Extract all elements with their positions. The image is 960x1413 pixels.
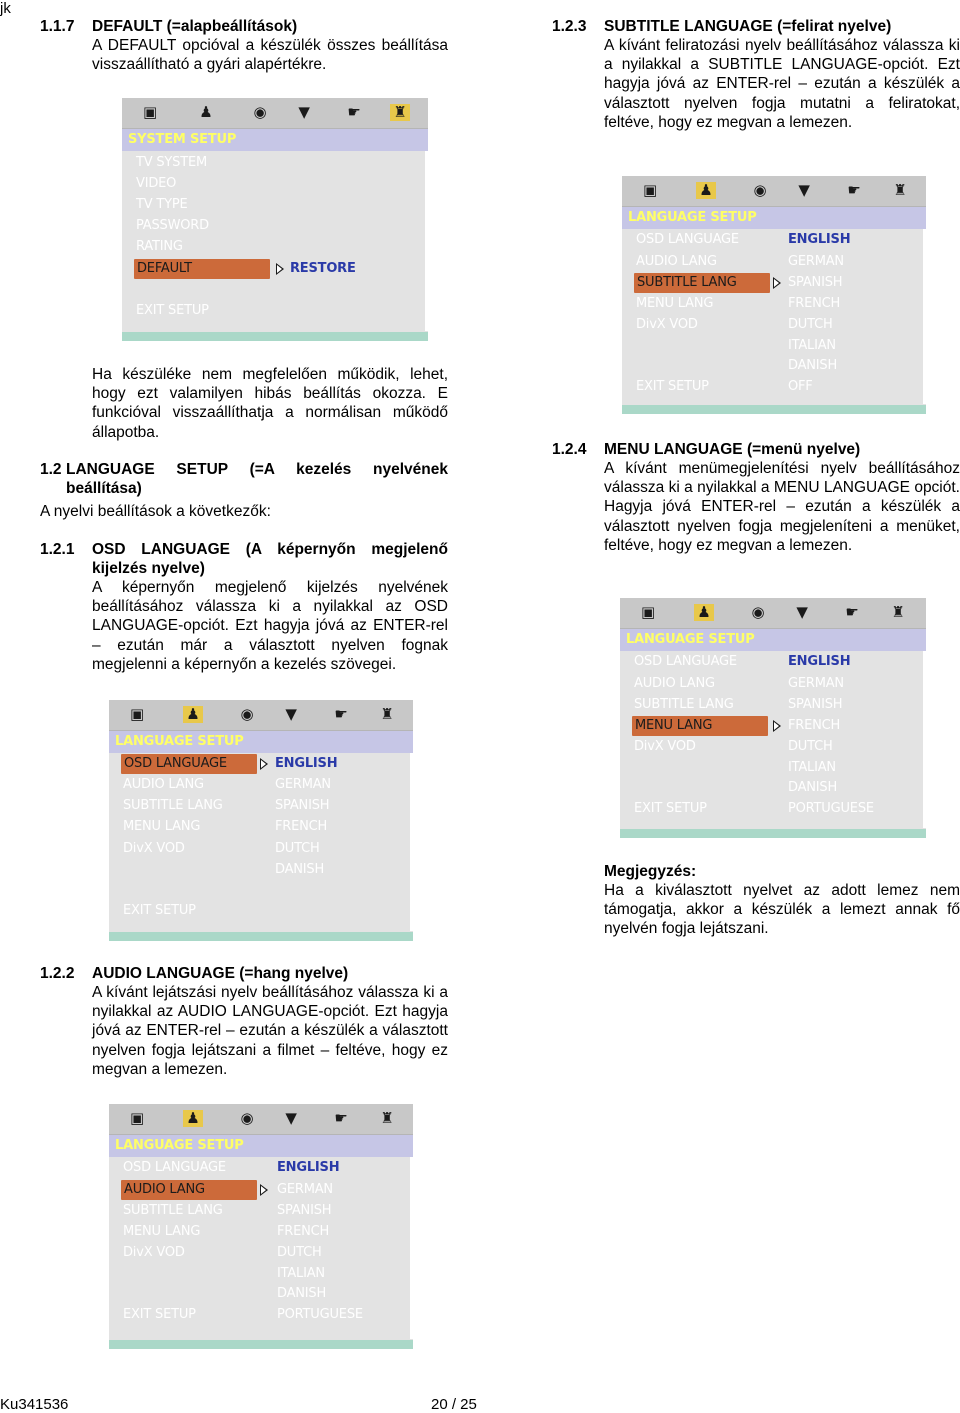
osd-language-setup-menu bbox=[620, 598, 926, 838]
osd-topbar bbox=[109, 700, 413, 731]
osd-item: AUDIO LANG bbox=[123, 777, 204, 792]
osd-option: FRENCH bbox=[275, 819, 328, 834]
osd-item-label: DEFAULT bbox=[137, 261, 192, 276]
osd-option: OFF bbox=[788, 379, 813, 394]
tools-icon: ♜ bbox=[390, 104, 410, 121]
person-icon: ♟ bbox=[183, 706, 203, 723]
tv-icon: ▣ bbox=[143, 103, 157, 121]
osd-option-current: ENGLISH bbox=[788, 232, 851, 247]
glass-icon: ▼ bbox=[298, 103, 310, 121]
osd-item: AUDIO LANG bbox=[636, 254, 717, 269]
osd-option: PORTUGUESE bbox=[788, 801, 874, 816]
osd-topbar bbox=[622, 176, 926, 207]
osd-option: DUTCH bbox=[277, 1245, 322, 1260]
osd-option: GERMAN bbox=[277, 1182, 333, 1197]
pointer-arrow-icon bbox=[260, 1184, 268, 1196]
corner-mark: jk bbox=[0, 0, 11, 17]
osd-bottom-bar bbox=[122, 332, 428, 341]
osd-item: DivX VOD bbox=[634, 739, 696, 754]
glass-icon: ▼ bbox=[796, 603, 808, 621]
osd-item-label: SUBTITLE LANG bbox=[637, 275, 737, 290]
section-body-menu-language: A kívánt menümegjelenítési nyelv beállításához válassza ki a nyilakkal a MENU LANGUAGE opciót. Hagyja jóvá ENTER-rel – ezután a készülék a választott nyelven fogja megjeleníteni a menüket, feltéve, hogy ez megvan a lemezen. bbox=[604, 460, 960, 554]
tv-icon: ▣ bbox=[641, 603, 655, 621]
osd-language-setup-audio bbox=[109, 1104, 413, 1349]
osd-item-selected bbox=[134, 259, 270, 279]
hand-icon: ☛ bbox=[334, 705, 348, 723]
person-icon: ♟ bbox=[199, 103, 213, 121]
osd-item-selected bbox=[121, 1180, 257, 1200]
section-body-language-setup: A nyelvi beállítások a következők: bbox=[40, 503, 271, 520]
default-note: Ha készüléke nem megfelelően működik, lehet, hogy ezt valamilyen hibás beállítás okozza. E funkcióval visszaállíthatja a normálisan működő állapotba. bbox=[92, 366, 448, 441]
osd-language-setup-osd bbox=[109, 700, 413, 941]
hand-icon: ☛ bbox=[347, 103, 361, 121]
hand-icon: ☛ bbox=[334, 1109, 348, 1127]
section-body-osd-language: A képernyőn megjelenő kijelzés nyelvének beállításához válassza ki a nyilakkal az OSD LANGUAGE-opciót. Ezt hagyja jóvá az ENTER-rel – ezután már a választott nyelven fognak megjelenni a képernyőn a kezelés szövegei. bbox=[92, 579, 448, 673]
osd-item: MENU LANG bbox=[123, 1224, 201, 1239]
osd-title: LANGUAGE SETUP bbox=[109, 731, 413, 753]
osd-option: ITALIAN bbox=[788, 760, 836, 775]
osd-exit: EXIT SETUP bbox=[123, 903, 196, 918]
osd-option: DANISH bbox=[275, 862, 325, 877]
speaker-icon: ◉ bbox=[240, 1109, 254, 1127]
osd-item: MENU LANG bbox=[123, 819, 201, 834]
osd-option: SPANISH bbox=[275, 798, 330, 813]
section-number: 1.2 bbox=[40, 461, 62, 478]
osd-bottom-bar bbox=[109, 932, 413, 941]
tv-icon: ▣ bbox=[130, 1109, 144, 1127]
osd-item: DivX VOD bbox=[123, 841, 185, 856]
osd-frame-edge bbox=[923, 229, 926, 404]
speaker-icon: ◉ bbox=[240, 705, 254, 723]
osd-option: SPANISH bbox=[277, 1203, 332, 1218]
osd-item: RATING bbox=[136, 239, 183, 254]
section-title: SUBTITLE LANGUAGE (=felirat nyelve) bbox=[604, 18, 892, 35]
osd-exit: EXIT SETUP bbox=[636, 379, 709, 394]
osd-option: FRENCH bbox=[788, 296, 841, 311]
tv-icon: ▣ bbox=[130, 705, 144, 723]
section-number: 1.2.3 bbox=[552, 18, 587, 35]
section-title: OSD LANGUAGE (A képernyőn megjelenő kijelzés nyelve) bbox=[92, 541, 448, 578]
osd-title: LANGUAGE SETUP bbox=[109, 1135, 413, 1157]
osd-item-label: AUDIO LANG bbox=[124, 1182, 205, 1197]
osd-bottom-bar bbox=[622, 405, 926, 414]
section-title: MENU LANGUAGE (=menü nyelve) bbox=[604, 441, 861, 458]
person-icon: ♟ bbox=[696, 182, 716, 199]
osd-exit: EXIT SETUP bbox=[123, 1307, 196, 1322]
section-body-default: A DEFAULT opcióval a készülék összes beállítása visszaállítható a gyári alapértékre. bbox=[92, 37, 448, 74]
section-heading-audio-language bbox=[40, 964, 448, 983]
section-heading-default bbox=[40, 17, 448, 36]
hand-icon: ☛ bbox=[845, 603, 859, 621]
osd-item: AUDIO LANG bbox=[634, 676, 715, 691]
osd-item-selected bbox=[634, 273, 770, 293]
section-title: LANGUAGE SETUP (=A kezelés nyelvének beállítása) bbox=[66, 461, 448, 498]
osd-title: SYSTEM SETUP bbox=[122, 129, 428, 151]
osd-item-label: MENU LANG bbox=[635, 718, 713, 733]
osd-frame-edge bbox=[410, 1157, 413, 1339]
tools-icon: ♜ bbox=[380, 705, 394, 723]
osd-option-current: ENGLISH bbox=[788, 654, 851, 669]
osd-frame-edge bbox=[425, 151, 428, 331]
osd-item: MENU LANG bbox=[636, 296, 714, 311]
osd-option: GERMAN bbox=[275, 777, 331, 792]
osd-system-setup bbox=[122, 98, 428, 341]
osd-option: FRENCH bbox=[277, 1224, 330, 1239]
osd-option: DANISH bbox=[788, 358, 838, 373]
speaker-icon: ◉ bbox=[751, 603, 765, 621]
osd-option: GERMAN bbox=[788, 676, 844, 691]
tools-icon: ♜ bbox=[893, 181, 907, 199]
osd-option: DANISH bbox=[788, 780, 838, 795]
osd-item-label: OSD LANGUAGE bbox=[124, 756, 227, 771]
osd-option: DUTCH bbox=[275, 841, 320, 856]
section-title: AUDIO LANGUAGE (=hang nyelve) bbox=[92, 965, 349, 982]
pointer-arrow-icon bbox=[773, 720, 781, 732]
osd-item: OSD LANGUAGE bbox=[123, 1160, 226, 1175]
osd-option: SPANISH bbox=[788, 275, 843, 290]
section-body-subtitle-language: A kívánt feliratozási nyelv beállításához válassza ki a nyilakkal a SUBTITLE LANGUAGE-opciót. Ezt hagyja jóvá az ENTER-rel – ezután a készülék a választott nyelven fogja mutatni a feliratokat, feltéve, hogy ez megvan a lemezen. bbox=[604, 37, 960, 131]
osd-option: ITALIAN bbox=[788, 338, 836, 353]
osd-exit: EXIT SETUP bbox=[136, 303, 209, 318]
pointer-arrow-icon bbox=[276, 263, 284, 275]
osd-item: OSD LANGUAGE bbox=[636, 232, 739, 247]
osd-frame-edge bbox=[923, 651, 926, 828]
section-number: 1.2.2 bbox=[40, 965, 75, 982]
section-number: 1.2.1 bbox=[40, 541, 75, 558]
footer-code: Ku341536 bbox=[0, 1396, 69, 1413]
osd-option: DUTCH bbox=[788, 739, 833, 754]
glass-icon: ▼ bbox=[798, 181, 810, 199]
speaker-icon: ◉ bbox=[753, 181, 767, 199]
osd-exit: EXIT SETUP bbox=[634, 801, 707, 816]
pointer-arrow-icon bbox=[260, 758, 268, 770]
osd-topbar bbox=[620, 598, 926, 629]
osd-title: LANGUAGE SETUP bbox=[620, 629, 926, 651]
osd-topbar bbox=[122, 98, 428, 129]
osd-option: FRENCH bbox=[788, 718, 841, 733]
osd-topbar bbox=[109, 1104, 413, 1135]
section-heading-osd-language bbox=[40, 540, 448, 578]
osd-option-current: ENGLISH bbox=[275, 756, 338, 771]
glass-icon: ▼ bbox=[285, 705, 297, 723]
osd-bottom-bar bbox=[109, 1340, 413, 1349]
page-number: 20 / 25 bbox=[431, 1396, 477, 1413]
note-title: Megjegyzés: bbox=[604, 863, 697, 880]
osd-item: OSD LANGUAGE bbox=[634, 654, 737, 669]
person-icon: ♟ bbox=[183, 1110, 203, 1127]
section-number: 1.1.7 bbox=[40, 18, 75, 35]
osd-item: SUBTITLE LANG bbox=[634, 697, 734, 712]
section-title: DEFAULT (=alapbeállítások) bbox=[92, 18, 298, 35]
pointer-arrow-icon bbox=[773, 277, 781, 289]
osd-option: DANISH bbox=[277, 1286, 327, 1301]
osd-option: PORTUGUESE bbox=[277, 1307, 363, 1322]
section-heading-menu-language bbox=[552, 440, 960, 459]
hand-icon: ☛ bbox=[847, 181, 861, 199]
section-heading-subtitle-language bbox=[552, 17, 960, 36]
person-icon: ♟ bbox=[694, 604, 714, 621]
osd-option-current: ENGLISH bbox=[277, 1160, 340, 1175]
osd-item: SUBTITLE LANG bbox=[123, 1203, 223, 1218]
speaker-icon: ◉ bbox=[253, 103, 267, 121]
tools-icon: ♜ bbox=[380, 1109, 394, 1127]
osd-language-setup-subtitle bbox=[622, 176, 926, 414]
osd-bottom-bar bbox=[620, 829, 926, 838]
osd-option-current: RESTORE bbox=[290, 261, 356, 276]
glass-icon: ▼ bbox=[285, 1109, 297, 1127]
osd-item: PASSWORD bbox=[136, 218, 209, 233]
section-number: 1.2.4 bbox=[552, 441, 587, 458]
osd-item: VIDEO bbox=[136, 176, 177, 191]
osd-option: GERMAN bbox=[788, 254, 844, 269]
osd-item-selected bbox=[632, 716, 768, 736]
osd-option: SPANISH bbox=[788, 697, 843, 712]
osd-frame-edge bbox=[410, 753, 413, 931]
osd-item: DivX VOD bbox=[636, 317, 698, 332]
section-heading-language-setup bbox=[40, 460, 448, 498]
note-body: Ha a kiválasztott nyelvet az adott lemez nem támogatja, akkor a készülék a lemezt annak fő nyelvén fogja lejátszani. bbox=[604, 882, 960, 938]
osd-title: LANGUAGE SETUP bbox=[622, 207, 926, 229]
osd-item: TV SYSTEM bbox=[136, 155, 207, 170]
osd-item: DivX VOD bbox=[123, 1245, 185, 1260]
osd-item: TV TYPE bbox=[136, 197, 188, 212]
tools-icon: ♜ bbox=[891, 603, 905, 621]
section-body-audio-language: A kívánt lejátszási nyelv beállításához válassza ki a nyilakkal az AUDIO LANGUAGE-opciót. Ezt hagyja jóvá az ENTER-rel – ezután a készülék a választott nyelven fogja lejátszani a filmet – feltéve, hogy ez megvan a lemezen. bbox=[92, 984, 448, 1078]
osd-option: ITALIAN bbox=[277, 1266, 325, 1281]
tv-icon: ▣ bbox=[643, 181, 657, 199]
osd-item: SUBTITLE LANG bbox=[123, 798, 223, 813]
osd-option: DUTCH bbox=[788, 317, 833, 332]
osd-item-selected bbox=[121, 754, 257, 774]
